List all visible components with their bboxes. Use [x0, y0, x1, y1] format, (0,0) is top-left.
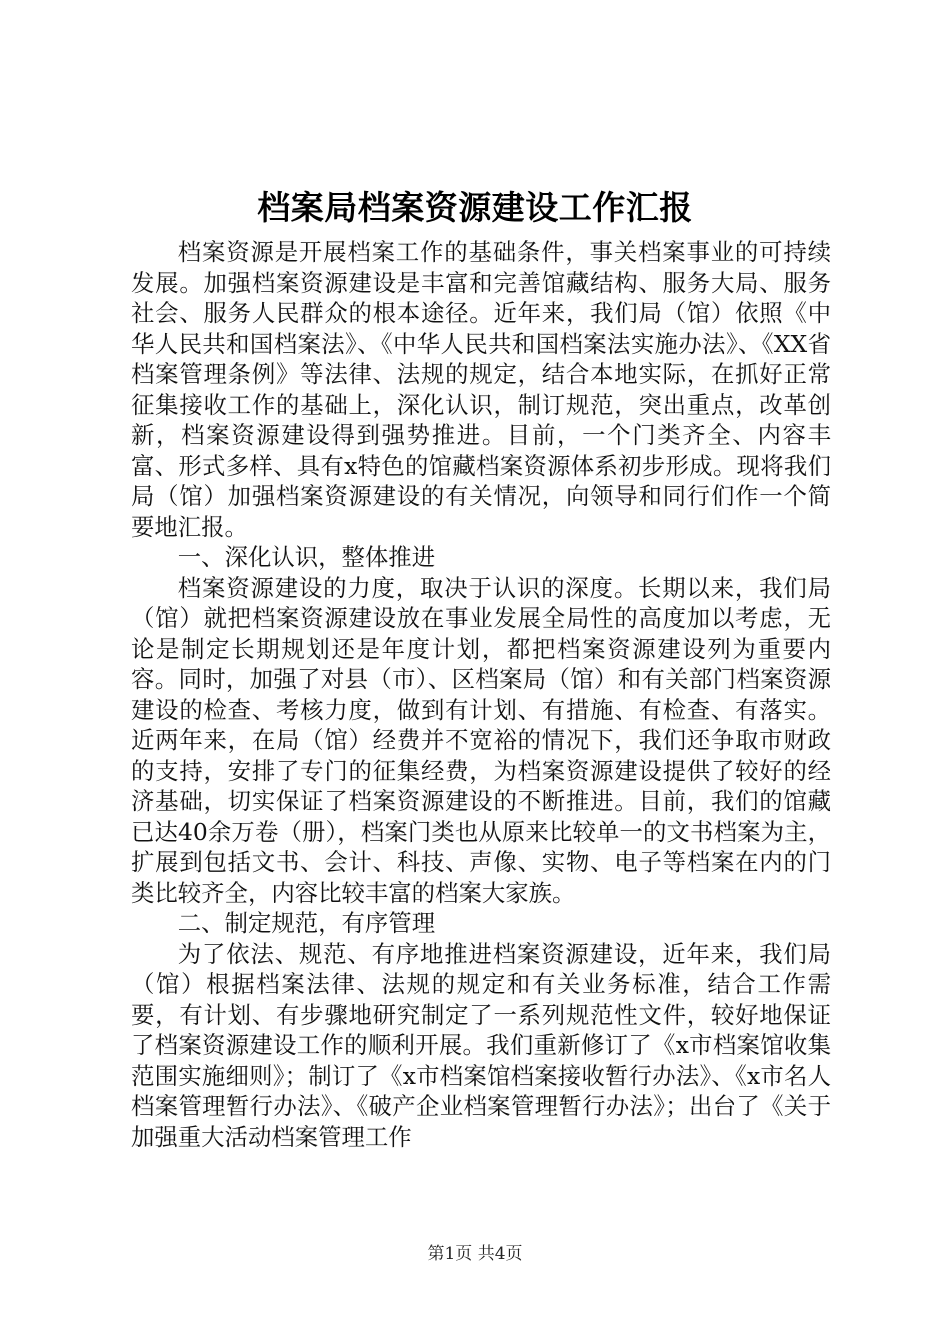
section-heading-1: 一、深化认识，整体推进 — [177, 543, 436, 571]
document-body — [131, 237, 831, 1152]
paragraph-section-2: 为了依法、规范、有序地推进档案资源建设，近年来，我们局（馆）根据档案法律、法规的规定和有关业务标准，结合工作需要，有计划、有步骤地研究制定了一系列规范性文件，较好地保证了档案资源建设工作的顺利开展。我们重新修订了《x市档案馆收集范围实施细则》；制订了《x市档案馆档案接收暂行办法》、《x市名人档案管理暂行办法》、《破产企业档案管理暂行办法》；出台了《关于加强重大活动档案管理工作 — [131, 939, 831, 1151]
paragraph-section-1: 档案资源建设的力度，取决于认识的深度。长期以来，我们局（馆）就把档案资源建设放在事业发展全局性的高度加以考虑，无论是制定长期规划还是年度计划，都把档案资源建设列为重要内容。同时，加强了对县（市）、区档案局（馆）和有关部门档案资源建设的检查、考核力度，做到有计划、有措施、有检查、有落实。近两年来，在局（馆）经费并不宽裕的情况下，我们还争取市财政的支持，安排了专门的征集经费，为档案资源建设提供了较好的经济基础，切实保证了档案资源建设的不断推进。目前，我们的馆藏已达40余万卷（册），档案门类也从原来比较单一的文书档案为主，扩展到包括文书、会计、科技、声像、实物、电子等档案在内的门类比较齐全，内容比较丰富的档案大家族。 — [131, 573, 831, 907]
section-heading-2: 二、制定规范，有序管理 — [177, 909, 436, 937]
page-number-footer: 第1页 共4页 — [427, 1244, 523, 1264]
paragraph-intro: 档案资源是开展档案工作的基础条件，事关档案事业的可持续发展。加强档案资源建设是丰富和完善馆藏结构、服务大局、服务社会、服务人民群众的根本途径。近年来，我们局（馆）依照《中华人民共和国档案法》、《中华人民共和国档案法实施办法》、《XX省档案管理条例》等法律、法规的规定，结合本地实际，在抓好正常征集接收工作的基础上，深化认识，制订规范，突出重点，改革创新，档案资源建设得到强势推进。目前，一个门类齐全、内容丰富、形式多样、具有x特色的馆藏档案资源体系初步形成。现将我们局（馆）加强档案资源建设的有关情况，向领导和同行们作一个简要地汇报。 — [131, 238, 831, 541]
document-title: 档案局档案资源建设工作汇报 — [257, 188, 693, 227]
